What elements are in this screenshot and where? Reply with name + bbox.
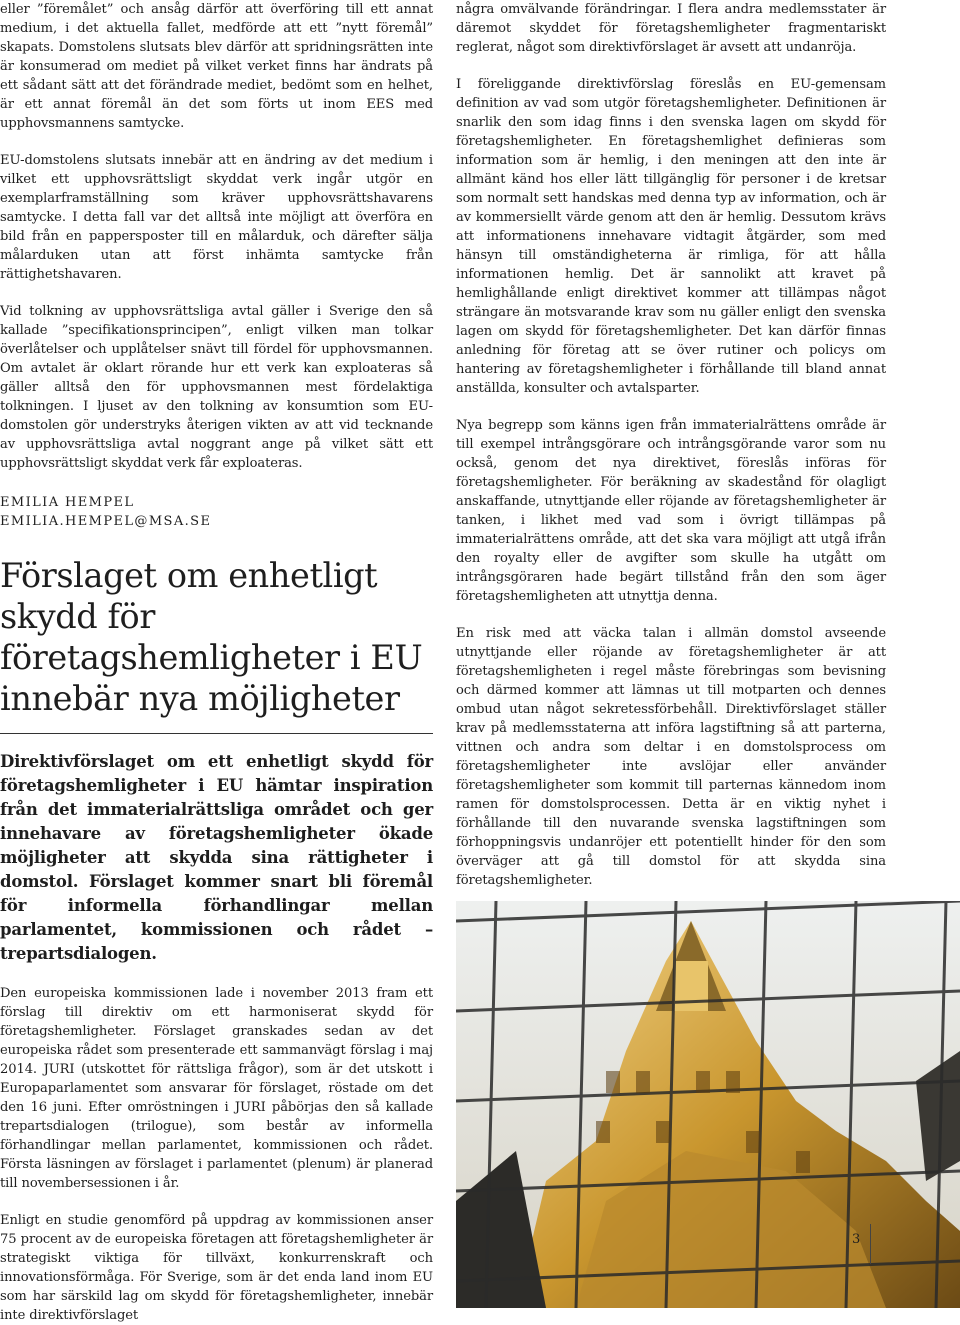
body-paragraph: Enligt en studie genomförd på uppdrag av kommissionen anser 75 procent av de europeiska företagen att företagshemligheter är strategiskt viktiga för tillväxt, konkurrenskraft och innovationsförmåga. För Sverige, som är det enda land inom EU som har särskild lag om skydd för företagshemligheter, innebär inte direktivförslaget: [0, 1213, 433, 1323]
page-number-rule: [870, 1224, 871, 1264]
body-paragraph: Den europeiska kommissionen lade i november 2013 fram ett förslag till direktiv om ett harmoniserat skydd för företagshemligheter. Förslaget granskades sedan av det europeiska rådet som presenterade ett sammanvägt förslag i maj 2014. JURI (utskottet för rättsliga frågor), som är det utskott i Europaparlamentet som ansvarar för förslaget, röstade om det den 16 juni. Efter omröstningen i JURI påbörjas den så kallade trepartsdialogen (trilogue), som består av informella förhandlingar mellan parlamentet, kommissionen och rådet. Första läsningen av förslaget i parlamentet (plenum) är planerad till novembersessionen i år.: [0, 986, 433, 1191]
left-column: [0, 0, 433, 1325]
body-paragraph: Nya begrepp som känns igen från immaterialrättens område är till exempel intrångsgörare och intrångsgörande varor som nu också, genom det nya direktivet, föreslås införas för företagshemligheter. För beräkning av skadestånd för olagligt anskaffande, utnyttjande eller röjande av företagshemligheter är tanken, i likhet med vad som i övrigt tillämpas på immaterialrättens område, att det ska vara möjligt att utgå ifrån den royalty eller de avgifter som skulle ha utgått om intrångsgöraren hade begärt tillstånd från den som äger företagshemligheten att utnyttja denna.: [456, 418, 886, 604]
article-headline: Förslaget om enhetligt skydd för företagshemligheter i EU innebär nya möjligheter: [0, 556, 423, 718]
body-paragraph: några omvälvande förändringar. I flera andra medlemsstater är däremot skyddet för företagshemligheter fragmentariskt reglerat, något som direktivförslaget är avsett att undanröja.: [456, 2, 886, 55]
body-paragraph: eller ”föremålet” och ansåg därför att överföring till ett annat medium, i det aktuella fallet, medförde att ett ”nytt föremål” skapats. Domstolens slutsats blev därför att spridningsrätten inte är konsumerad om mediet på vilket verket finns har ändrats på ett sådant sätt att det förändrade mediet, bedömt som en helhet, är ett annat föremål än det som förts ut inom EES med upphovsmannens samtycke.: [0, 2, 433, 131]
body-paragraph: EU-domstolens slutsats innebär att en ändring av det medium i vilket ett upphovsrättsligt skyddat verk ingår utgör en exemplarframställning som kräver upphovsrättshavarens samtycke. I detta fall var det alltså inte möjligt att överföra en bild från en pappersposter till en målarduk, och därefter sälja målarduken utan att först inhämta samtycke från rättighetshavaren.: [0, 153, 433, 282]
building-reflection-photo: [456, 901, 960, 1308]
author-email[interactable]: EMILIA.HEMPEL@MSA.SE: [0, 514, 212, 529]
page-number: 3: [852, 1232, 861, 1247]
body-paragraph: En risk med att väcka talan i allmän domstol avseende utnyttjande eller röjande av företagshemligheter är att företagshemligheten i regel måste förebringas som bevisning och därmed kommer att lämnas ut till motparten och dennes ombud utan något sekretessförbehåll. Direktivförslaget ställer krav på medlemsstaterna att införa lagstiftning så att parterna, vittnen och andra som deltar i en domstolsprocess om företagshemligheter inte avslöjar eller använder företagshemligheter som kommit till parternas kännedom inom ramen för domstolsprocessen. Detta är en viktig nyhet i förhållande till den nuvarande svenska lagstiftningen som förhoppningsvis undanröjer ett potentiellt hinder för den som överväger att gå till domstol för att skydda sina företagshemligheter.: [456, 626, 886, 888]
right-column: [456, 0, 886, 948]
body-paragraph: Vid tolkning av upphovsrättsliga avtal gäller i Sverige den så kallade ”specifikationsprincipen”, enligt vilken man tolkar överlåtelser och upplåtelser snävt till fördel för upphovsmannen. Om avtalet är oklart rörande hur ett verk kan exploateras så gäller alltså den för upphovsmannen mest fördelaktiga tolkningen. I ljuset av den tolkning av konsumtion som EU-domstolen gör understryks återigen vikten av att vid tecknande av upphovsrättsliga avtal noggrant ange på vilket sätt ett upphovsrättsligt skyddat verk får exploateras.: [0, 304, 433, 471]
article-lead: Direktivförslaget om ett enhetligt skydd för företagshemligheter i EU hämtar inspiration från det immaterialrättsliga området och ger innehavare av företagshemligheter ökade möjligheter att skydda sina rättigheter i domstol. Förslaget kommer snart bli föremål för informella förhandlingar mellan parlamentet, kommissionen och rådet – trepartsdialogen.: [0, 752, 433, 963]
body-paragraph: I föreliggande direktivförslag föreslås en EU-gemensam definition av vad som utgör företagshemligheter. Definitionen är snarlik den som idag finns i den svenska lagen om skydd för företagshemligheter. En företagshemlighet definieras som information som är hemlig, i den meningen att den inte är allmänt känd hos eller lätt tillgänglig för personer i de kretsar som normalt sett handskas med denna typ av information, och är av kommersiellt värde genom att den är hemlig. Dessutom krävs att informationens innehavare vidtagit åtgärder, som med hänsyn till omständigheterna är rimliga, för att hålla informationen hemlig. Det är sannolikt att kravet på hemlighållande enligt direktivet kommer att tillämpas något strängare än motsvarande krav som nu gäller enligt den svenska lagen om skydd för företagshemligheter. Det kan därför finnas anledning för företag att se över rutiner och policys om hantering av företagshemligheter i förhållande till bland annat anställda, konsulter och avtalsparter.: [456, 77, 886, 396]
author-name: EMILIA HEMPEL: [0, 495, 135, 510]
